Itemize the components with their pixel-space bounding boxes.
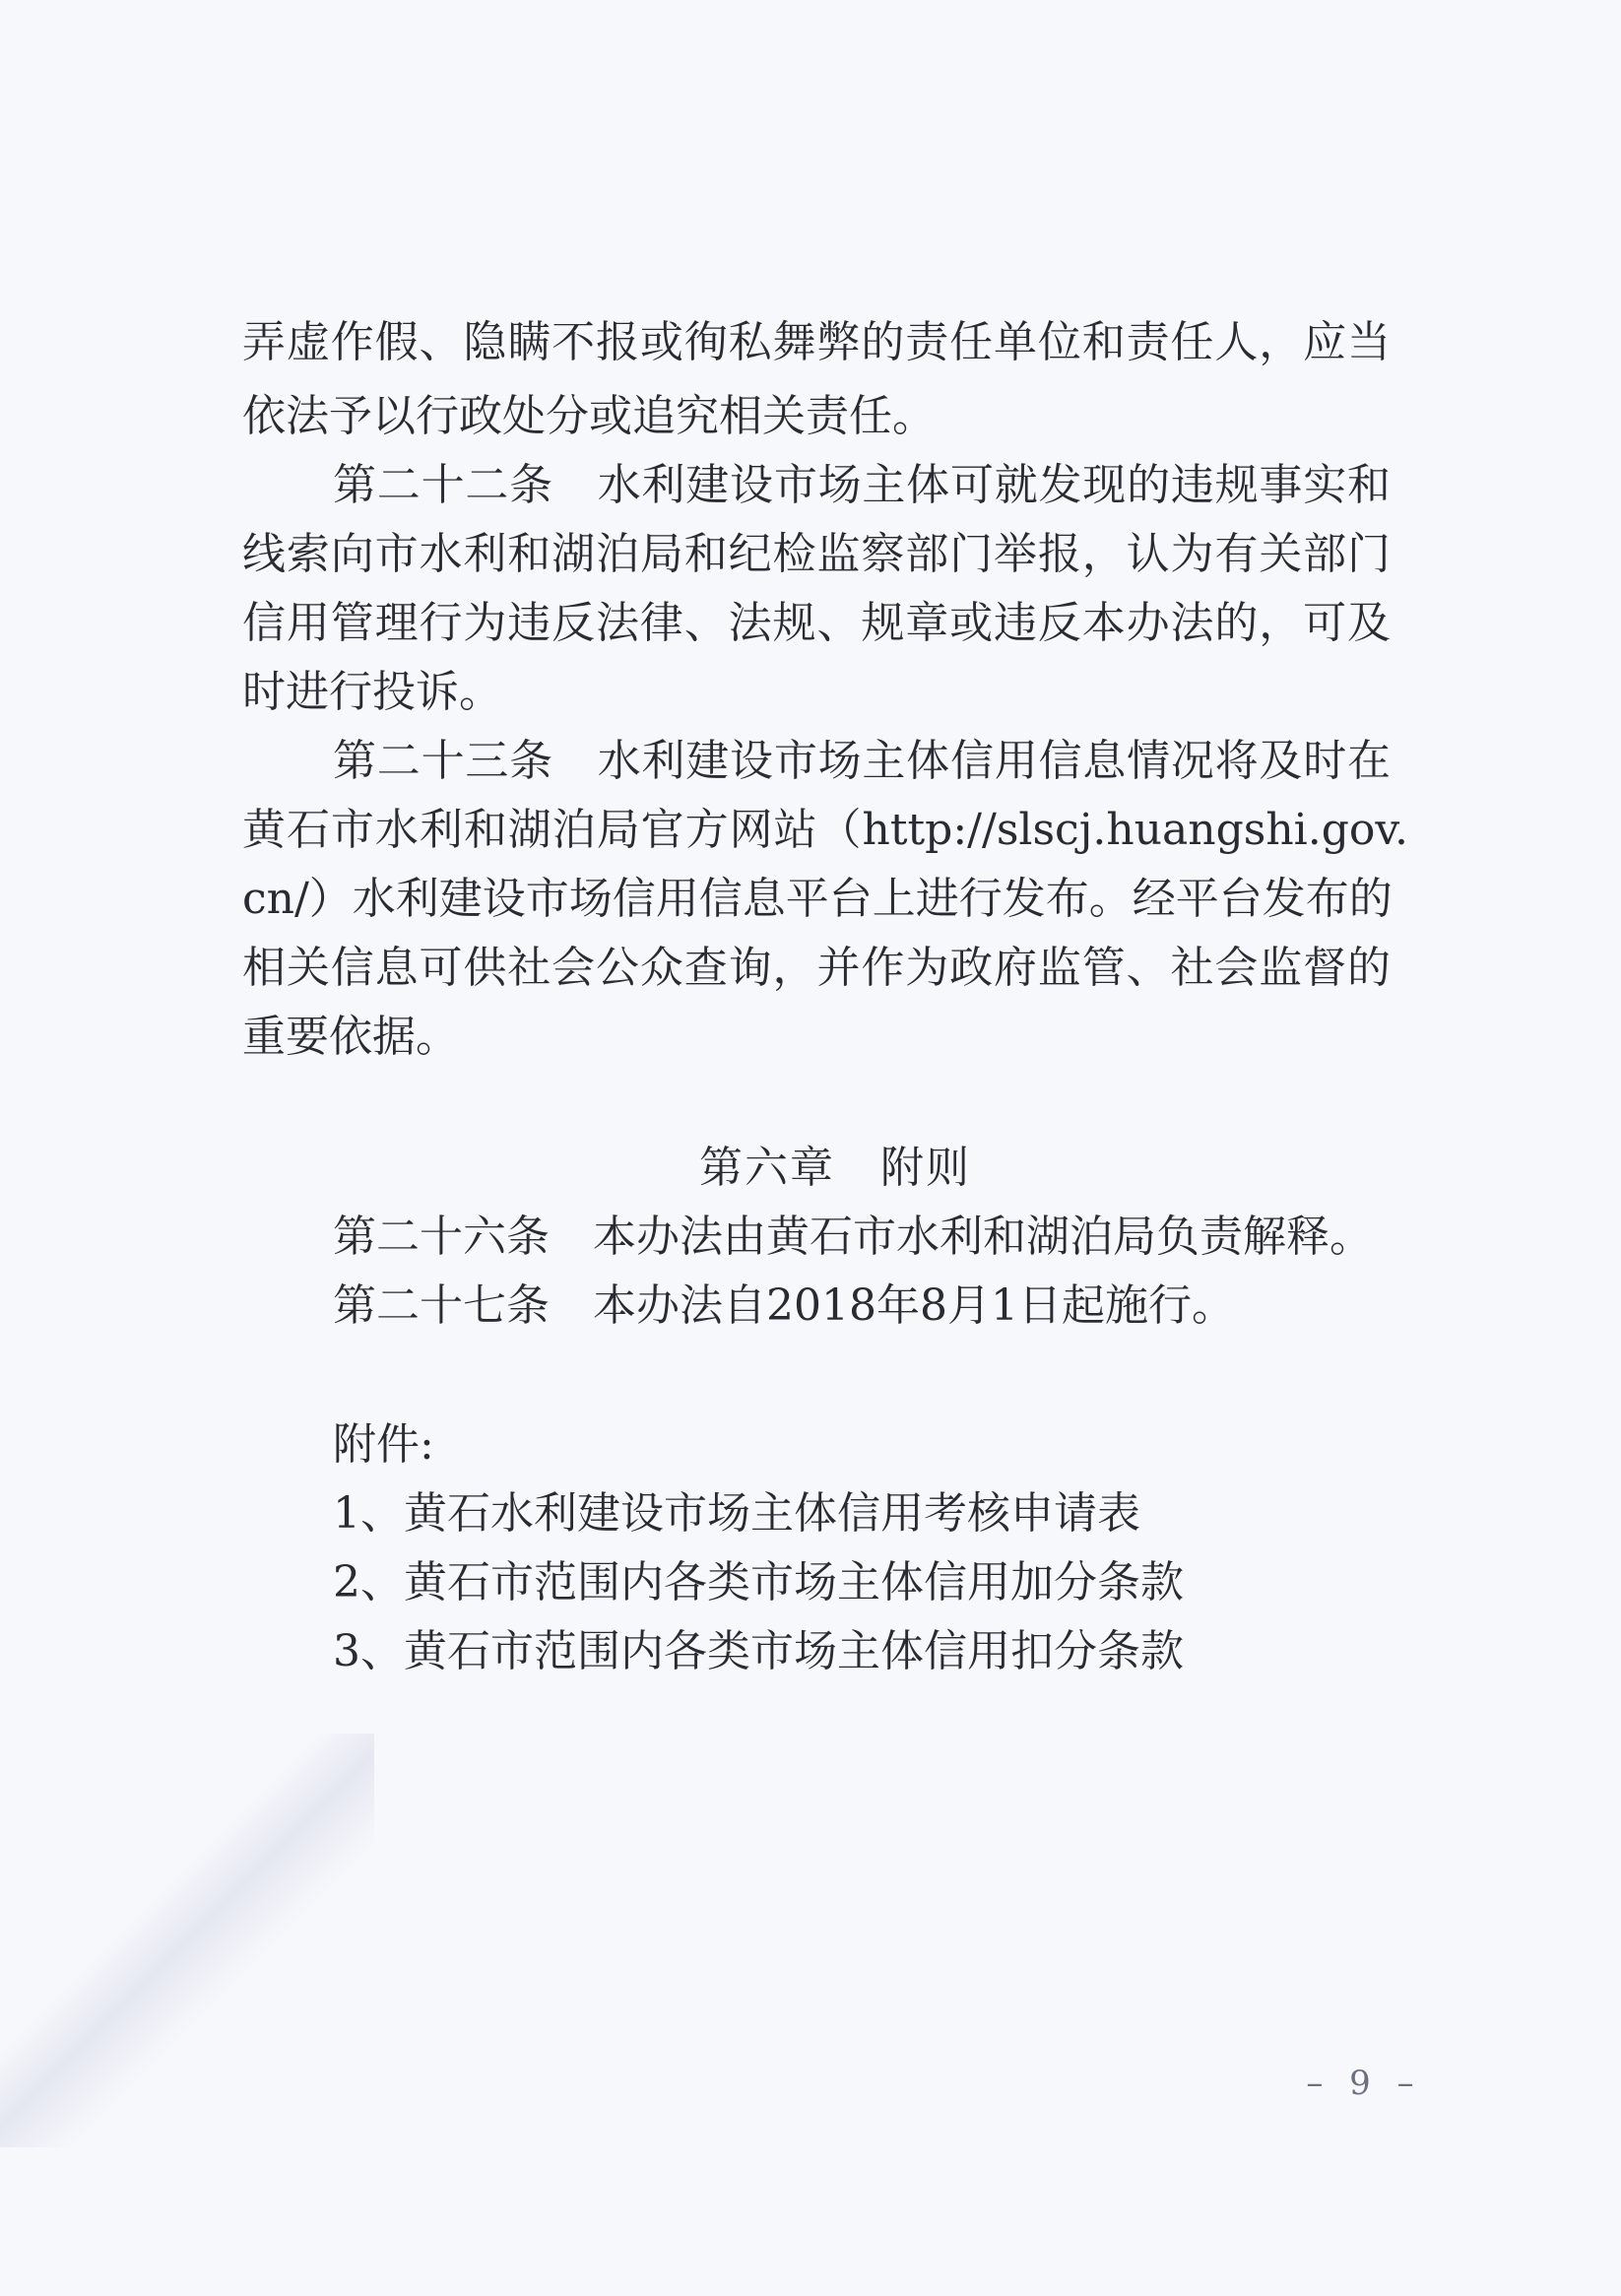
body-line: 依法予以行政处分或追究相关责任。 (242, 391, 936, 441)
body-line: 时进行投诉。 (242, 667, 502, 717)
body-line: cn/）水利建设市场信用信息平台上进行发布。经平台发布的 (242, 874, 1393, 924)
article-27: 第二十七条 本办法自2018年8月1日起施行。 (333, 1280, 1235, 1331)
chapter-heading: 第六章 附则 (699, 1143, 971, 1193)
body-line: 重要依据。 (242, 1012, 459, 1062)
article-23-line: 第二十三条 水利建设市场主体信用信息情况将及时在 (333, 736, 1391, 786)
attachment-item-3: 3、黄石市范围内各类市场主体信用扣分条款 (333, 1626, 1184, 1676)
paper-fold-shadow (0, 1734, 374, 2147)
article-26: 第二十六条 本办法由黄石市水利和湖泊局负责解释。 (333, 1212, 1373, 1262)
body-line: 弄虚作假、隐瞒不报或徇私舞弊的责任单位和责任人，应当 (242, 317, 1391, 367)
body-line: 线索向市水利和湖泊局和纪检监察部门举报，认为有关部门 (242, 529, 1391, 579)
body-line: 相关信息可供社会公众查询，并作为政府监管、社会监督的 (242, 943, 1391, 993)
body-line: 黄石市水利和湖泊局官方网站（http://slscj.huangshi.gov. (242, 805, 1408, 855)
body-line: 信用管理行为违反法律、法规、规章或违反本办法的，可及 (242, 598, 1391, 648)
attachment-item-1: 1、黄石水利建设市场主体信用考核申请表 (333, 1488, 1140, 1539)
page-number: – 9 – (1306, 2064, 1422, 2103)
article-22-line: 第二十二条 水利建设市场主体可就发现的违规事实和 (333, 460, 1391, 510)
attachment-item-2: 2、黄石市范围内各类市场主体信用加分条款 (333, 1557, 1184, 1607)
attachments-label: 附件: (333, 1419, 434, 1470)
